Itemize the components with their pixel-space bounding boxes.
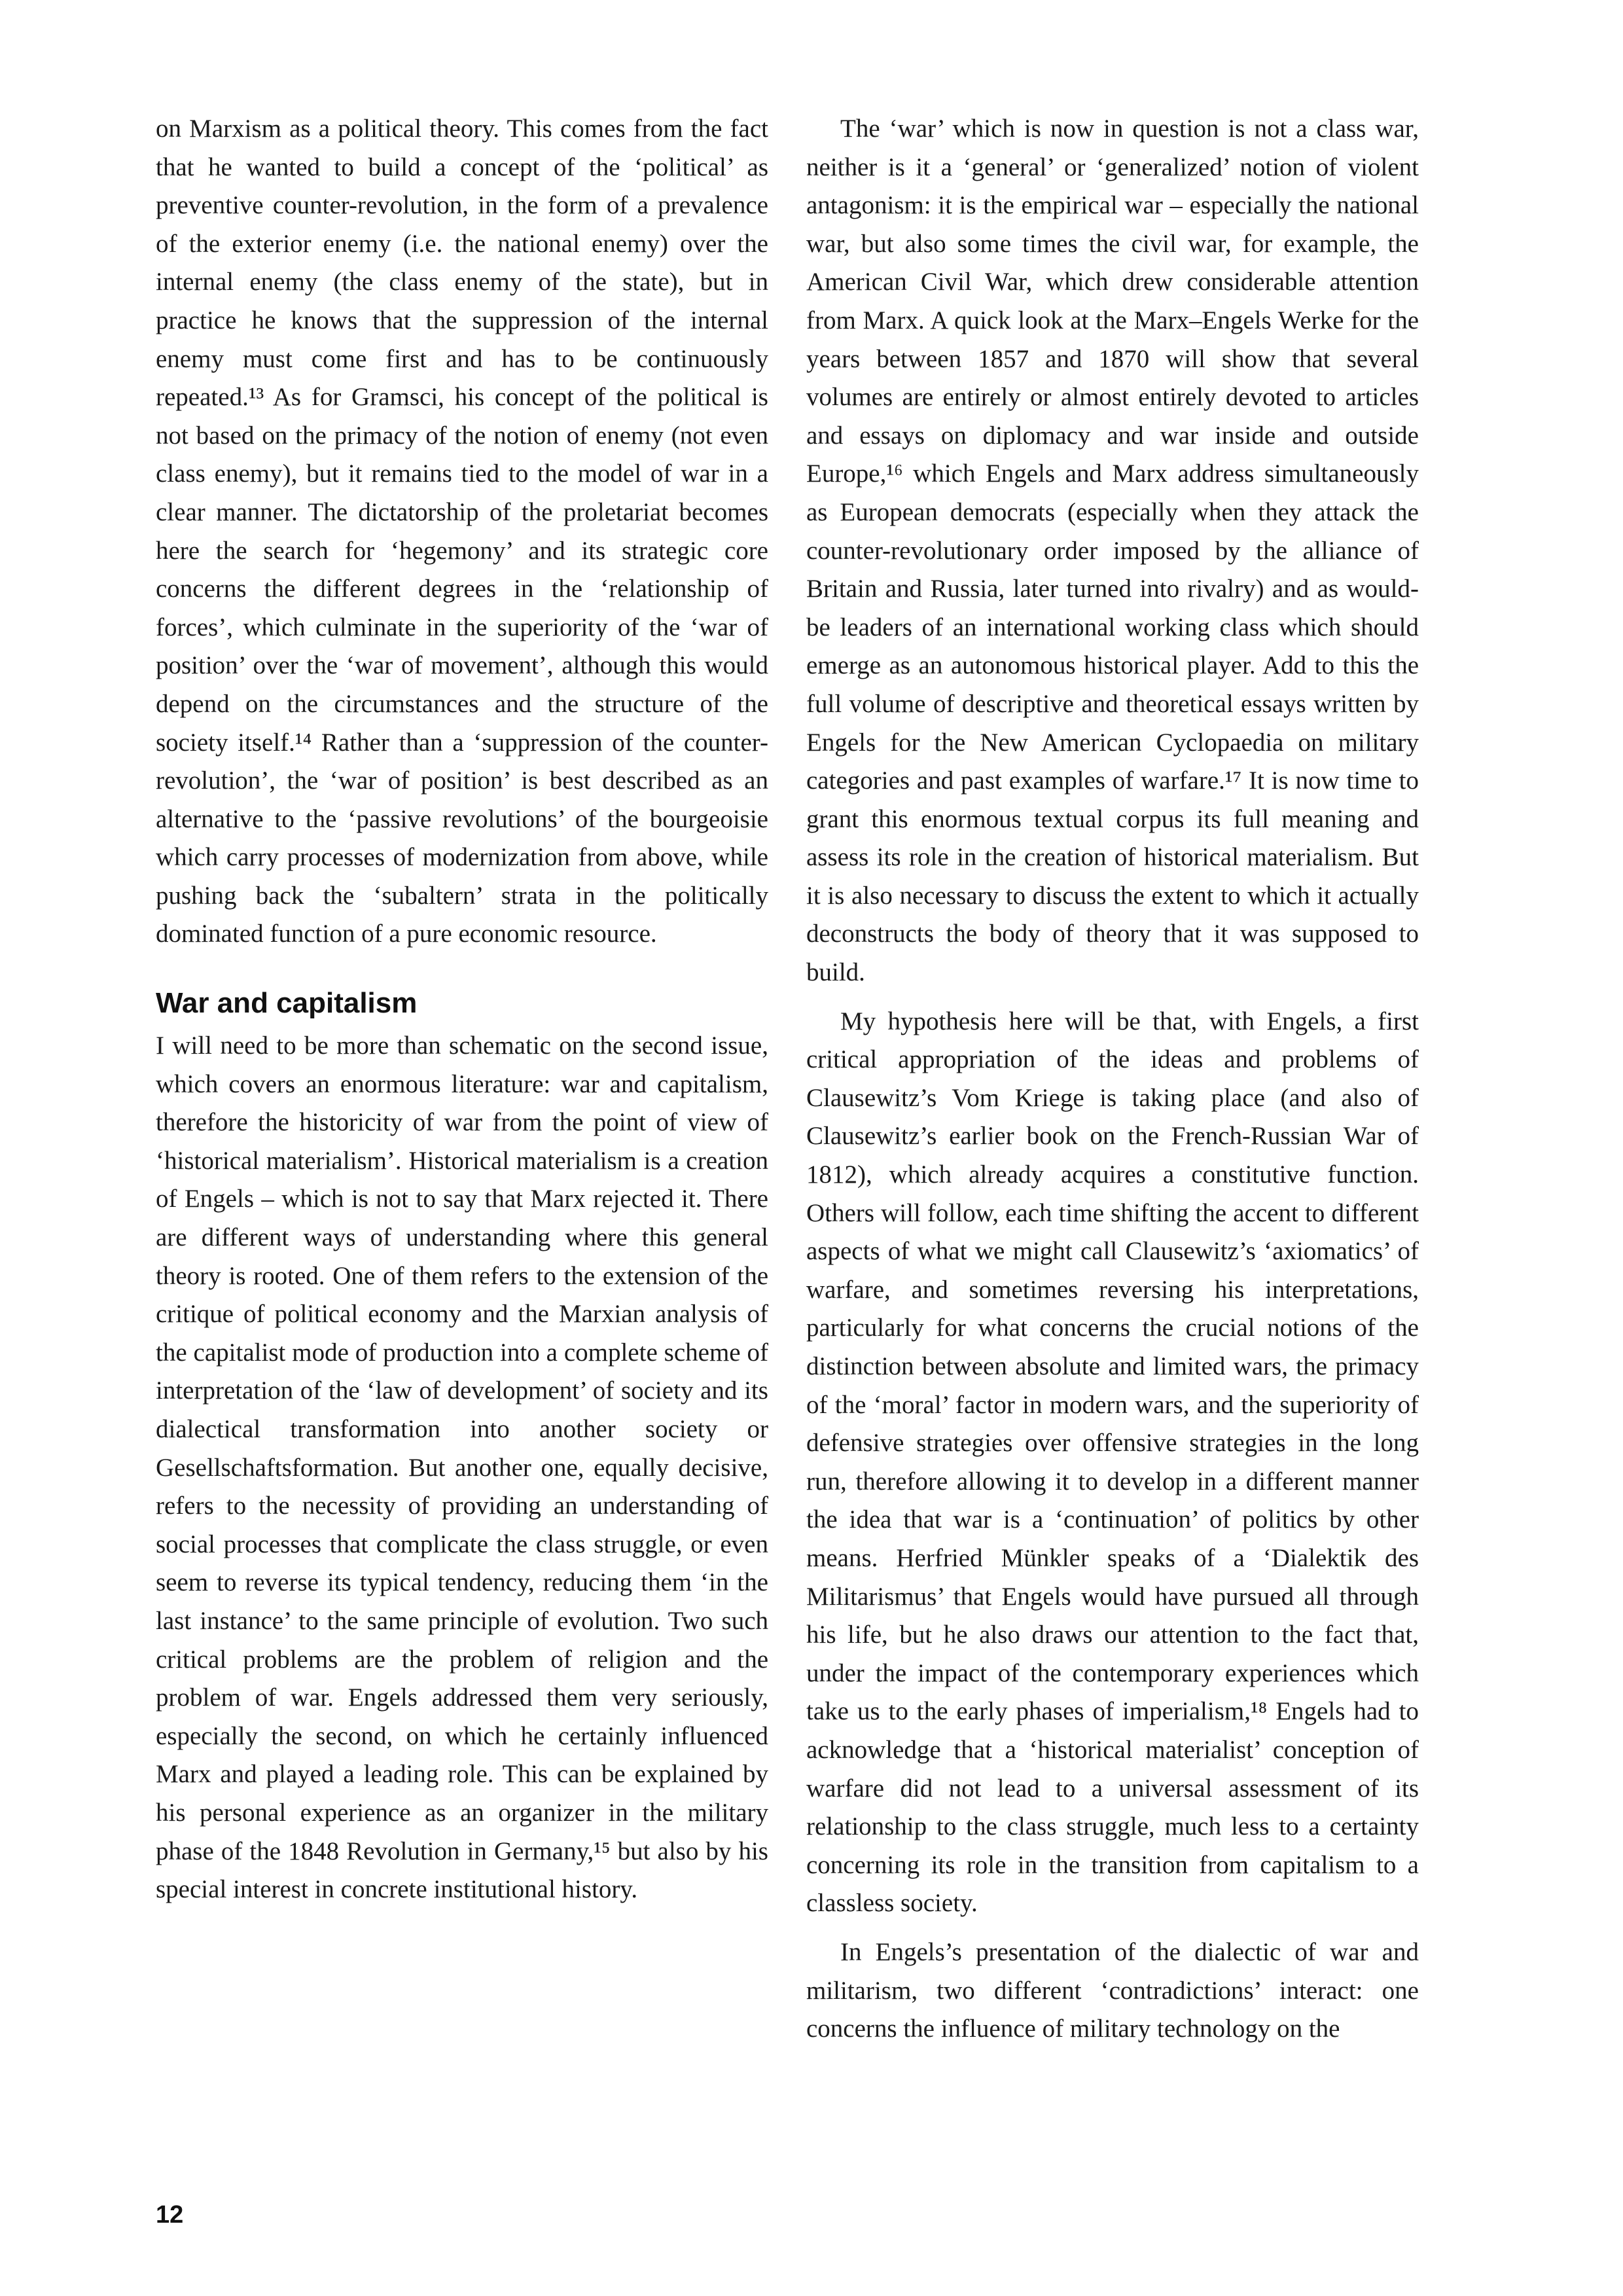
right-paragraph-3: In Engels’s presentation of the dialectic of war and militarism, two different ‘contradictions’ interact: one concerns the influence of military technology on the <box>806 1937 1419 2043</box>
right-column <box>806 110 1419 2049</box>
left-column <box>156 110 768 1909</box>
right-paragraph-2: My hypothesis here will be that, with Engels, a first critical appropriation of the ideas and problems of Clausewitz’s Vom Kriege is taking place (and also of Clausewitz’s earlier book on the French-Russian War of 1812), which already acquires a constitutive function. Others will follow, each time shifting the accent to different aspects of what we might call Clausewitz’s ‘axiomatics’ of warfare, and sometimes reversing his interpretations, particularly for what concerns the crucial notions of the distinction between absolute and limited wars, the primacy of the ‘moral’ factor in modern wars, and the superiority of defensive strategies over offensive strategies in the long run, therefore allowing it to develop in a different manner the idea that war is a ‘continuation’ of politics by other means. Herfried Münkler speaks of a ‘Dialektik des Militarismus’ that Engels would have pursued all through his life, but he also draws our attention to the fact that, under the impact of the contemporary experiences which take us to the early phases of imperialism,¹⁸ Engels had to acknowledge that a ‘historical materialist’ conception of warfare did not lead to a universal assessment of its relationship to the class struggle, much less to a certainty concerning its role in the transition from capitalism to a classless society. <box>806 1007 1419 1918</box>
left-paragraph-2: I will need to be more than schematic on the second issue, which covers an enormous literature: war and capitalism, therefore the historicity of war from the point of view of ‘historical materialism’. Historical materialism is a creation of Engels – which is not to say that Marx rejected it. There are different ways of understanding where this general theory is rooted. One of them refers to the extension of the critique of political economy and the Marxian analysis of the capitalist mode of production into a complete scheme of interpretation of the ‘law of development’ of society and its dialectical transformation into another society or Gesellschaftsformation. But another one, equally decisive, refers to the necessity of providing an understanding of social processes that complicate the class struggle, or even seem to reverse its typical tendency, reducing them ‘in the last instance’ to the same principle of evolution. Two such critical problems are the problem of religion and the problem of war. Engels addressed them very seriously, especially the second, on which he certainly influenced Marx and played a leading role. This can be explained by his personal experience as an organizer in the military phase of the 1848 Revolution in Germany,¹⁵ but also by his special interest in concrete institutional history. <box>156 1031 768 1904</box>
right-paragraph-1: The ‘war’ which is now in question is not a class war, neither is it a ‘general’ or ‘generalized’ notion of violent antagonism: it is the empirical war – especially the national war, but also some times the civil war, for example, the American Civil War, which drew considerable attention from Marx. A quick look at the Marx–Engels Werke for the years between 1857 and 1870 will show that several volumes are entirely or almost entirely devoted to articles and essays on diplomacy and war inside and outside Europe,¹⁶ which Engels and Marx address simultaneously as European democrats (especially when they attack the counter-revolutionary order imposed by the alliance of Britain and Russia, later turned into rivalry) and as would-be leaders of an international working class which should emerge as an autonomous historical player. Add to this the full volume of descriptive and theoretical essays written by Engels for the New American Cyclopaedia on military categories and past examples of warfare.¹⁷ It is now time to grant this enormous textual corpus its full meaning and assess its role in the creation of historical materialism. But it is also necessary to discuss the extent to which it actually deconstructs the body of theory that it was supposed to build. <box>806 115 1419 987</box>
left-paragraph-1: on Marxism as a political theory. This comes from the fact that he wanted to build a concept of the ‘political’ as preventive counter-revolution, in the form of a prevalence of the exterior enemy (i.e. the national enemy) over the internal enemy (the class enemy of the state), but in practice he knows that the suppression of the internal enemy must come first and has to be continuously repeated.¹³ As for Gramsci, his concept of the political is not based on the primacy of the notion of enemy (not even class enemy), but it remains tied to the model of war in a clear manner. The dictatorship of the proletariat becomes here the search for ‘hegemony’ and its strategic core concerns the different degrees in the ‘relationship of forces’, which culminate in the superiority of the ‘war of position’ over the ‘war of movement’, although this would depend on the circumstances and the structure of the society itself.¹⁴ Rather than a ‘suppression of the counter-revolution’, the ‘war of position’ is best described as an alternative to the ‘passive revolutions’ of the bourgeoisie which carry processes of modernization from above, while pushing back the ‘subaltern’ strata in the politically dominated function of a pure economic resource. <box>156 115 768 948</box>
section-heading: War and capitalism <box>156 987 418 1020</box>
page-number: 12 <box>156 2201 184 2229</box>
